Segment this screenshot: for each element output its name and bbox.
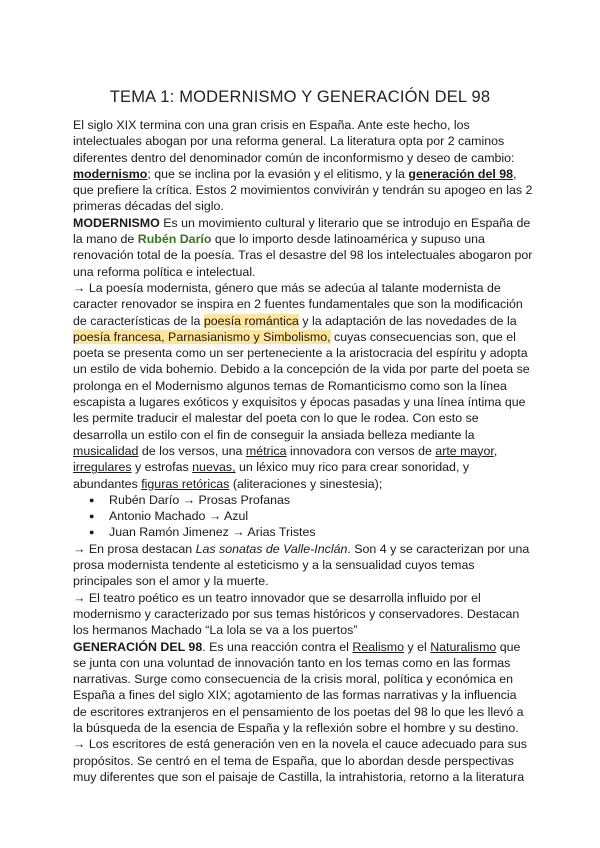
poesia-text: y estrofas [131,460,193,475]
underlined-term: métrica [245,443,287,458]
intro-text: ; que se inclina por la evasión y el elitismo, y la [147,166,409,181]
page-title: TEMA 1: MODERNISMO Y GENERACIÓN DEL 98 [109,88,491,106]
generacion98-paragraph [73,639,533,737]
poesia-paragraph [73,280,533,492]
intro-text: , que prefiere la crítica. Estos 2 movimientos convivirán y tendrán su apogeo en las 2 primeras décadas del siglo. [73,166,533,214]
document-body [73,117,533,785]
intro-paragraph [73,117,533,215]
modernismo-text: que lo importo desde latinoamérica y supuso una renovación total de la poesía. Tras el desastre del 98 los intelectuales abogaron por una reforma política e intelectual. [73,232,533,279]
prosa-text: . Son 4 y se caracterizan por una prosa modernista tendente al esteticismo y a la sensualidad cuyos temas principales son el amor y la muerte. [73,541,530,589]
modernismo-paragraph [73,215,533,280]
intro-generacion-term: generación del 98 [408,166,514,181]
generacion98-heading: GENERACIÓN DEL 98 [73,639,203,654]
poesia-text: de los versos, una [138,443,246,458]
escritores-paragraph: → Los escritores de está generación ven en la novela el cauce adecuado para sus propósitos. Se centró en el tema de España, que lo abordan desde perspectivas muy diferentes que son el paisaje de Castilla, la intrahistoria, retorno a la literatura [73,737,527,784]
list-item: ● Juan Ramón Jimenez → Arias Tristes [109,524,533,540]
sonatas-title: Las sonatas de Valle-Inclán [195,541,348,556]
teatro-paragraph: → El teatro poético es un teatro innovador que se desarrolla influido por el modernismo y caracterizado por sus temas históricos y conservadores. Destacan los hermanos Machado “La lola se va a los puertos” [73,590,520,638]
underlined-term: musicalidad [73,443,139,458]
generacion98-text: que se junta con una voluntad de innovación tanto en los temas como en las formas narrativas. Surge como consecuencia de la crisis moral, política y económica en España a fines del siglo XIX; agotamiento de las formas narrativas y la influencia de escritores extranjeros en el pensamiento de los poetas del 98 lo que les llevó a la búsqueda de la esencia de España y la reflexión sobre el hombre y su destino. [73,639,524,735]
modernismo-heading: MODERNISMO [73,215,160,230]
intro-modernismo-term: modernismo [73,166,148,181]
list-item: ● Antonio Machado → Azul [109,508,533,524]
list-item: ● Rubén Darío → Prosas Profanas [109,492,533,508]
poesia-text: un léxico muy rico para crear sonoridad, y abundantes [73,460,470,491]
intro-text: El siglo XIX termina con una gran crisis en España. Ante este hecho, los intelectuales abogan por una reforma general. La literatura opta por 2 caminos diferentes dentro del denominador común de inconformismo y deseo de cambio: [73,118,515,165]
poesia-text: , [493,443,498,458]
underlined-term: Naturalismo [430,639,497,654]
underlined-term: nuevas, [192,460,236,475]
highlight-poesia-romantica: poesía romántica [203,313,299,328]
underlined-term: figuras retóricas [141,476,230,491]
underlined-term: Realismo [352,639,405,654]
underlined-term: irregulares [73,460,132,475]
poesia-text: y la adaptación de las novedades de la [298,313,517,328]
modernismo-text: Es un movimiento cultural y literario que se introdujo en España de la mano de [73,215,531,247]
underlined-term: arte mayor [435,443,494,458]
author-ruben-dario: Rubén Darío [137,232,212,247]
generacion98-text: . Es una reacción contra el [202,639,353,654]
poesia-text: → La poesía modernista, género que más se adecúa al talante modernista de caracter renovador se inspira en 2 fuentes fundamentales que son la modificación de características de la [73,280,523,328]
prosa-text: → En prosa destacan [73,541,196,556]
poesia-text: innovadora con versos de [286,443,436,458]
poesia-text: cuyas consecuencias son, que el poeta se presenta como un ser perteneciente a la aristocracia del espíritu y adopta un estilo de vida bohemio. Debido a la concepción de la vida por parte del poeta se prolonga en el Modernismo algunos temas de Romanticismo como son la línea escapista a lugares exóticos y exquisitos y épocas pasadas y una línea íntima que les permite traducir el malestar del poeta con lo que le rodea. Con esto se desarrolla un estilo con el fin de conseguir la ansiada belleza mediante la [73,329,530,442]
authors-list [73,492,533,541]
highlight-poesia-francesa: poesía francesa, Parnasianismo y Simbolismo, [73,329,331,344]
poesia-text: (aliteraciones y sinestesia); [229,476,383,491]
prosa-paragraph [73,541,533,590]
generacion98-text: y el [404,639,431,654]
